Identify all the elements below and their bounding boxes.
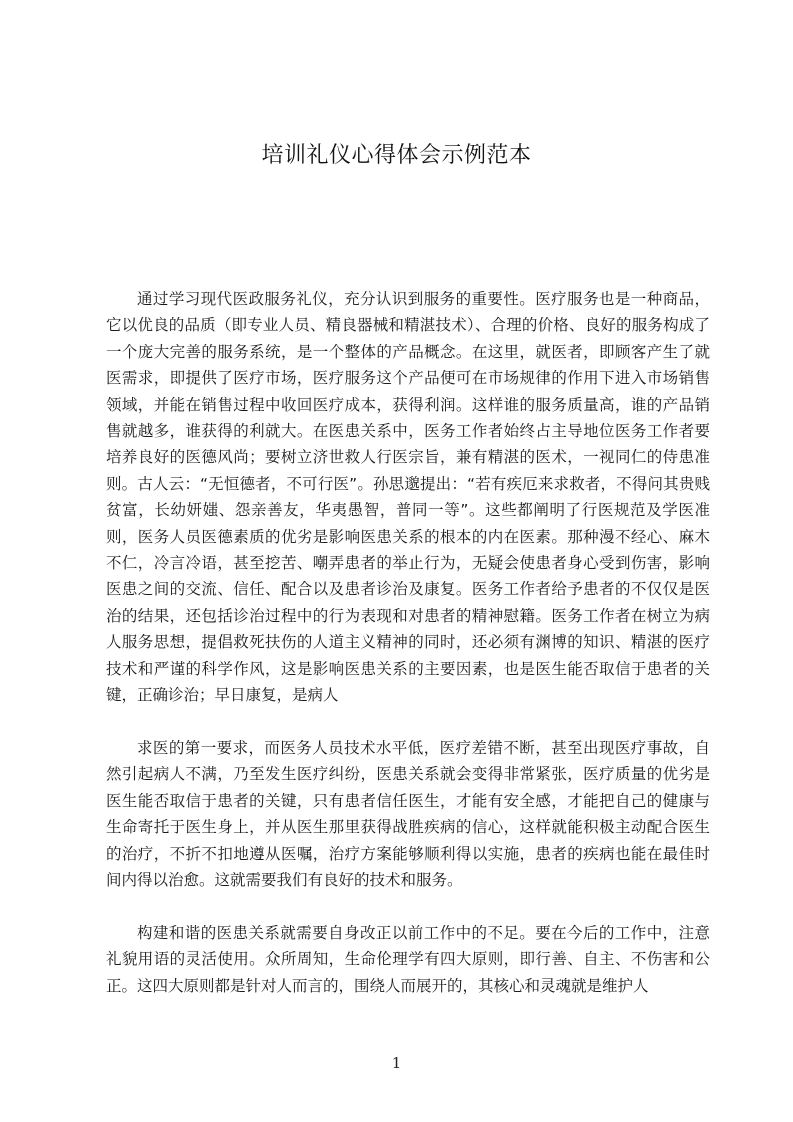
page-number: 1 <box>391 1054 402 1072</box>
document-body <box>106 286 710 999</box>
paragraph-3: 构建和谐的医患关系就需要自身改正以前工作中的不足。要在今后的工作中，注意礼貌用语的灵活使用。众所周知，生命伦理学有四大原则，即行善、自主、不伤害和公正。这四大原则都是针对人而言的，围绕人而展开的，其核心和灵魂就是维护人 <box>106 923 710 995</box>
document-title: 培训礼仪心得体会示例范本 <box>261 143 532 168</box>
paragraph-spacer <box>106 893 710 920</box>
paragraph-spacer <box>106 709 710 736</box>
paragraph-1: 通过学习现代医政服务礼仪，充分认识到服务的重要性。医疗服务也是一种商品，它以优良的品质（即专业人员、精良器械和精湛技术）、合理的价格、良好的服务构成了一个庞大完善的服务系统，是一个整体的产品概念。在这里，就医者，即顾客产生了就医需求，即提供了医疗市场，医疗服务这个产品便可在市场规律的作用下进入市场销售领域，并能在销售过程中收回医疗成本，获得利润。这样谁的服务质量高，谁的产品销售就越多，谁获得的利就大。在医患关系中，医务工作者始终占主导地位医务工作者要培养良好的医德风尚；要树立济世救人行医宗旨，兼有精湛的医术，一视同仁的侍患准则。古人云：“无恒德者，不可行医”。孙思邈提出：“若有疾厄来求救者，不得问其贵贱贫富，长幼妍媸、怨亲善友，华夷愚智，普同一等”。这些都阐明了行医规范及学医准则，医务人员医德素质的优劣是影响医患关系的根本的内在医素。那种漫不经心、麻木不仁，冷言冷语，甚至挖苦、嘲弄患者的举止行为，无疑会使患者身心受到伤害，影响医患之间的交流、信任、配合以及患者诊治及康复。医务工作者给予患者的不仅仅是医治的结果，还包括诊治过程中的行为表现和对患者的精神慰籍。医务工作者在树立为病人服务思想，提倡救死扶伤的人道主义精神的同时，还必须有渊博的知识、精湛的医疗技术和严谨的科学作风，这是影响医患关系的主要因素，也是医生能否取信于患者的关键，正确诊治；早日康复，是病人 <box>106 290 710 705</box>
paragraph-2: 求医的第一要求，而医务人员技术水平低，医疗差错不断，甚至出现医疗事故，自然引起病人不满，乃至发生医疗纠纷，医患关系就会变得非常紧张，医疗质量的优劣是医生能否取信于患者的关键，只有患者信任医生，才能有安全感，才能把自己的健康与生命寄托于医生身上，并从医生那里获得战胜疾病的信心，这样就能积极主动配合医生的治疗，不折不扣地遵从医嘱，治疗方案能够顺利得以实施，患者的疾病也能在最佳时间内得以治愈。这就需要我们有良好的技术和服务。 <box>106 739 710 890</box>
